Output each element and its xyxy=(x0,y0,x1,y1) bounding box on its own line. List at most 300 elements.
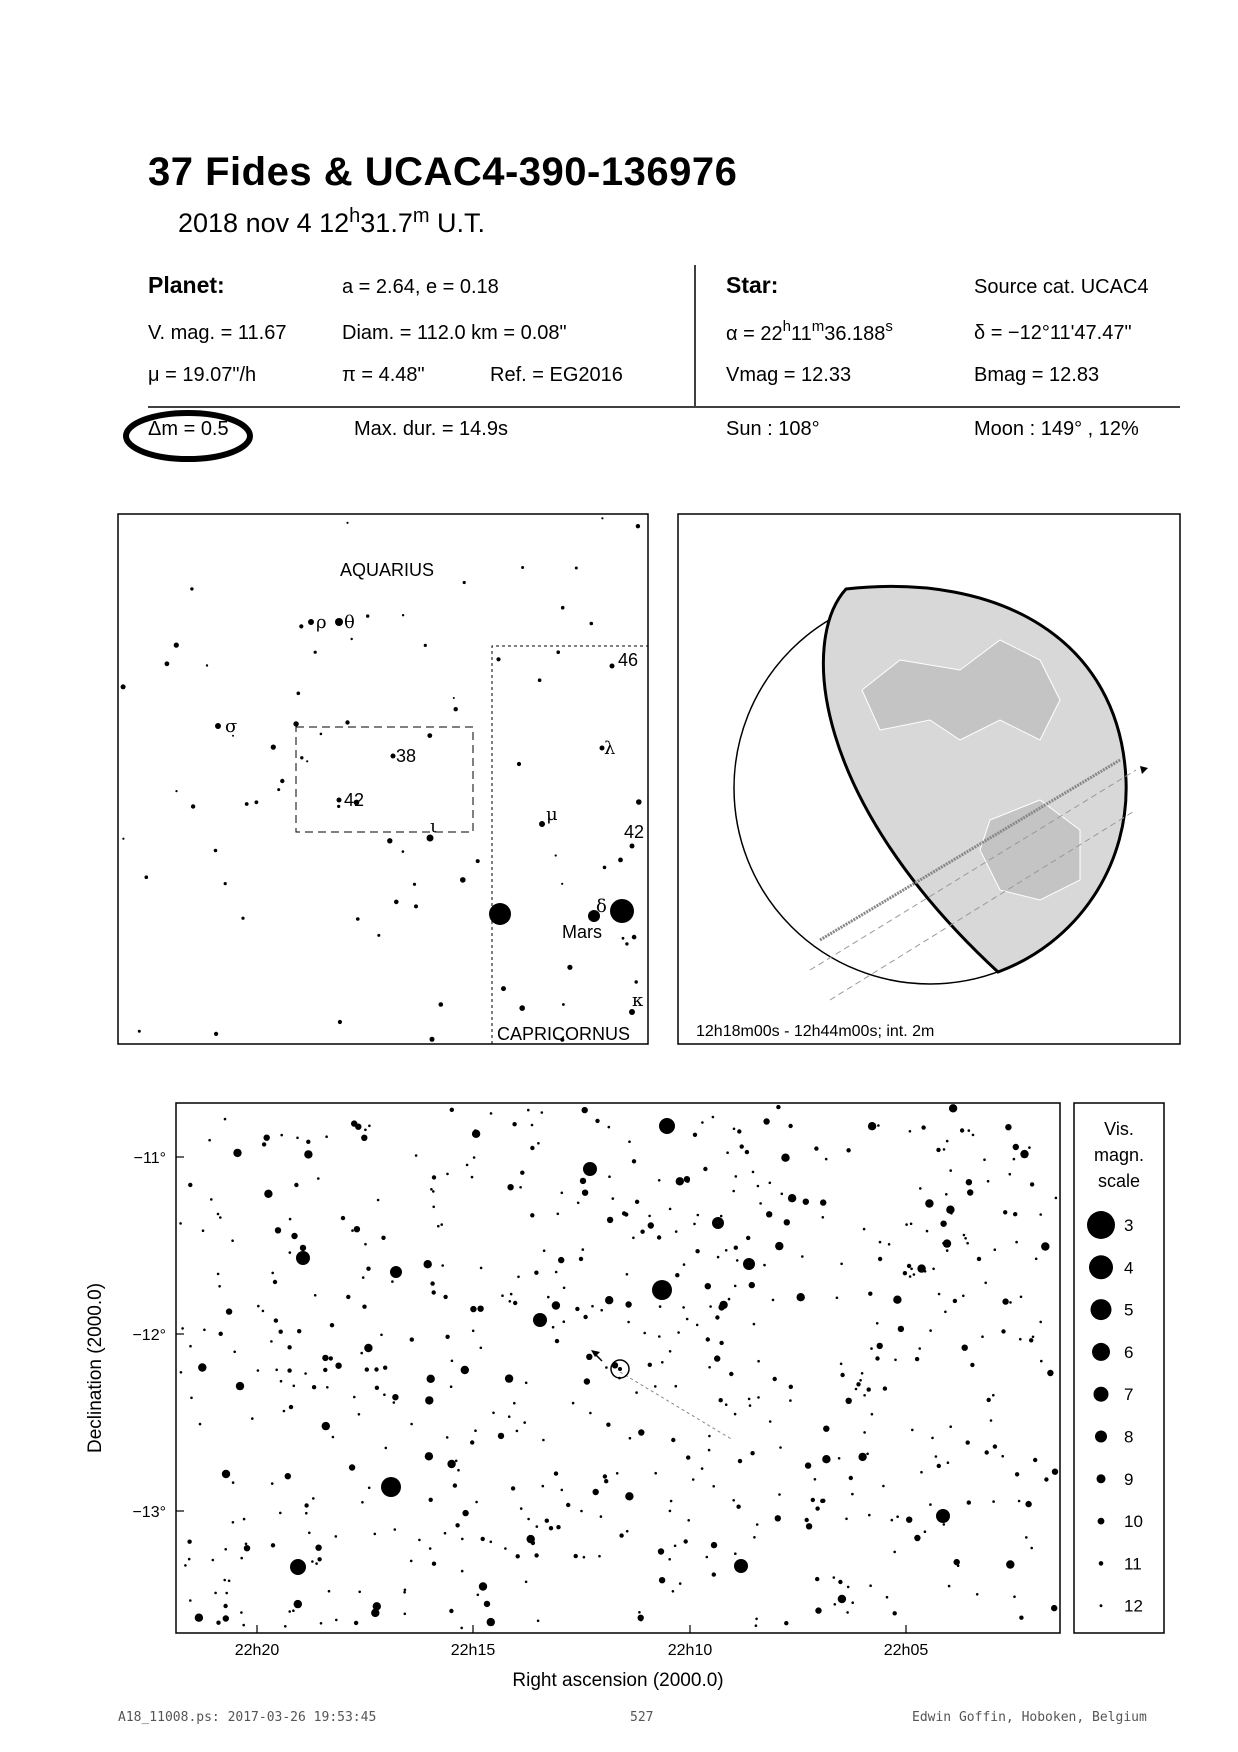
chart-star xyxy=(695,1249,699,1253)
chart-star xyxy=(236,1382,244,1390)
finder-star xyxy=(255,800,259,804)
chart-star xyxy=(946,1206,954,1214)
dec-tick-label: −11° xyxy=(133,1150,166,1167)
chart-star xyxy=(963,1234,966,1237)
chart-star xyxy=(210,1198,213,1201)
chart-star xyxy=(374,1533,377,1536)
chart-star xyxy=(811,1498,815,1502)
chart-star xyxy=(285,1473,291,1479)
chart-star xyxy=(470,1440,474,1444)
chart-star xyxy=(605,1366,608,1369)
chart-star xyxy=(726,1151,729,1154)
chart-star xyxy=(329,1356,333,1360)
chart-star xyxy=(473,1156,476,1159)
finder-star xyxy=(314,651,317,654)
chart-star xyxy=(432,1190,435,1193)
finder-star xyxy=(175,790,177,792)
chart-star xyxy=(449,1609,453,1613)
chart-star xyxy=(530,1146,534,1150)
chart-star xyxy=(948,1585,951,1588)
chart-star xyxy=(675,1273,679,1277)
chart-star xyxy=(949,1104,957,1112)
chart-star xyxy=(222,1470,230,1478)
finder-chart-frame xyxy=(118,514,648,1044)
chart-star xyxy=(383,1393,386,1396)
chart-star xyxy=(931,1437,934,1440)
chart-star xyxy=(789,1399,792,1402)
chart-star xyxy=(846,1398,852,1404)
finder-star-label: 46 xyxy=(618,650,639,670)
chart-star xyxy=(353,1396,356,1399)
chart-star xyxy=(879,1241,882,1244)
magnitude-scale-value: 12 xyxy=(1124,1596,1143,1616)
chart-star xyxy=(371,1609,379,1617)
chart-star xyxy=(628,1140,631,1143)
chart-star xyxy=(748,1398,751,1401)
chart-star xyxy=(619,1533,623,1537)
chart-star xyxy=(972,1134,975,1137)
chart-star xyxy=(715,1315,719,1319)
globe-panel xyxy=(678,514,1180,1044)
magnitude-scale xyxy=(1074,1103,1164,1633)
chart-star xyxy=(671,1438,675,1442)
chart-star xyxy=(1013,1595,1016,1598)
chart-star xyxy=(358,1591,361,1594)
bright-chart-star xyxy=(533,1313,547,1327)
chart-star xyxy=(977,1257,981,1261)
finder-star xyxy=(121,684,126,689)
chart-star xyxy=(669,1350,672,1353)
chart-star xyxy=(893,1611,897,1615)
chart-star xyxy=(693,1133,697,1137)
chart-star xyxy=(905,1223,908,1226)
chart-star xyxy=(938,1293,941,1296)
chart-star xyxy=(543,1249,546,1252)
chart-star xyxy=(475,1501,478,1504)
chart-star xyxy=(687,1519,690,1522)
chart-star xyxy=(925,1199,933,1207)
chart-star xyxy=(361,1135,367,1141)
chart-star xyxy=(604,1479,608,1483)
finder-star-label: 38 xyxy=(396,746,417,766)
chart-star xyxy=(913,1273,916,1276)
finder-star xyxy=(356,917,360,921)
footer-file-info: A18_11008.ps: 2017-03-26 19:53:45 xyxy=(118,1710,377,1725)
chart-star xyxy=(410,1423,413,1426)
chart-star xyxy=(992,1500,995,1503)
chart-star xyxy=(208,1139,211,1142)
planet-heading: Planet: xyxy=(148,272,225,298)
finder-star xyxy=(297,692,301,696)
chart-star xyxy=(943,1523,946,1526)
chart-star xyxy=(1032,1336,1035,1339)
magnitude-scale-dot xyxy=(1095,1431,1107,1443)
chart-star xyxy=(275,1369,278,1372)
chart-star xyxy=(225,1592,228,1595)
chart-star xyxy=(335,1619,338,1622)
chart-star xyxy=(625,1492,633,1500)
chart-star xyxy=(219,1216,222,1219)
chart-star xyxy=(712,1572,716,1576)
finder-star xyxy=(306,760,308,762)
chart-star xyxy=(189,1599,192,1602)
bright-chart-star xyxy=(937,1510,949,1522)
finder-star-label: κ xyxy=(632,990,644,1011)
chart-star xyxy=(708,1435,711,1438)
chart-star xyxy=(607,1217,613,1223)
chart-star xyxy=(870,1347,873,1350)
chart-star xyxy=(676,1177,684,1185)
chart-star xyxy=(516,1430,519,1433)
finder-star xyxy=(293,721,298,726)
finder-star xyxy=(299,624,303,628)
chart-star xyxy=(364,1344,372,1352)
finder-star-label: 42 xyxy=(344,790,365,810)
star-vmag: Vmag = 12.33 xyxy=(726,364,852,386)
magnitude-scale-title-line: scale xyxy=(1097,1171,1141,1191)
chart-star xyxy=(868,1122,876,1130)
chart-star xyxy=(914,1535,920,1541)
finder-bright-star xyxy=(610,899,634,923)
chart-star xyxy=(736,1505,740,1509)
chart-star xyxy=(985,1450,989,1454)
chart-star xyxy=(640,1230,644,1234)
chart-star xyxy=(466,1164,469,1167)
star-chart-frame xyxy=(176,1103,1060,1633)
chart-star xyxy=(732,1190,735,1193)
chart-star xyxy=(659,1305,662,1308)
chart-star xyxy=(271,1543,275,1547)
chart-star xyxy=(525,1581,528,1584)
finder-star xyxy=(590,622,594,626)
chart-star xyxy=(788,1194,796,1202)
finder-star xyxy=(567,965,572,970)
chart-star xyxy=(366,1267,370,1271)
chart-star xyxy=(932,1268,935,1271)
chart-star xyxy=(349,1464,355,1470)
chart-star xyxy=(1039,1213,1042,1216)
chart-star xyxy=(708,1449,711,1452)
chart-star xyxy=(505,1374,513,1382)
chart-star xyxy=(537,1142,540,1145)
chart-star xyxy=(825,1158,828,1161)
x-axis-label: Right ascension (2000.0) xyxy=(512,1670,724,1691)
chart-star xyxy=(753,1323,756,1326)
chart-star xyxy=(769,1182,772,1185)
chart-star xyxy=(720,1215,723,1218)
chart-star xyxy=(184,1564,187,1567)
finder-star xyxy=(632,935,637,940)
chart-star xyxy=(851,1601,854,1604)
footer-page-number: 527 xyxy=(630,1710,654,1725)
chart-star xyxy=(187,1540,191,1544)
chart-star xyxy=(480,1267,483,1270)
chart-star xyxy=(833,1576,836,1579)
chart-star xyxy=(561,1489,564,1492)
chart-star xyxy=(734,1246,738,1250)
chart-star xyxy=(472,1130,480,1138)
y-axis-label: Declination (2000.0) xyxy=(85,1282,106,1454)
chart-star xyxy=(692,1478,695,1481)
chart-star xyxy=(429,1547,432,1550)
chart-star xyxy=(457,1469,460,1472)
chart-star xyxy=(749,1282,755,1288)
chart-star xyxy=(1009,1173,1012,1176)
chart-star xyxy=(460,1627,463,1630)
chart-star xyxy=(233,1351,236,1354)
finder-star xyxy=(556,650,560,654)
chart-star xyxy=(179,1222,182,1225)
chart-star xyxy=(517,1276,520,1279)
chart-star xyxy=(322,1422,330,1430)
chart-star xyxy=(552,1326,555,1329)
named-finder-star xyxy=(391,754,396,759)
chart-star xyxy=(635,1200,639,1204)
chart-star xyxy=(944,1311,947,1314)
target-star-dot xyxy=(618,1367,622,1371)
chart-star xyxy=(556,1525,560,1529)
chart-star xyxy=(257,1305,260,1308)
star-chart xyxy=(85,1103,1060,1691)
finder-star xyxy=(603,866,607,870)
chart-star xyxy=(328,1590,331,1593)
chart-star xyxy=(1041,1242,1049,1250)
chart-star xyxy=(648,1222,654,1228)
chart-star xyxy=(547,1296,550,1299)
chart-star xyxy=(351,1229,354,1232)
chart-star xyxy=(1020,1296,1023,1299)
chart-star xyxy=(294,1600,302,1608)
chart-star xyxy=(871,1413,874,1416)
finder-star xyxy=(601,517,603,519)
chart-star xyxy=(954,1559,960,1565)
chart-star xyxy=(554,1471,558,1475)
magnitude-scale-dot xyxy=(1094,1387,1109,1402)
chart-star xyxy=(226,1308,232,1314)
chart-star xyxy=(779,1446,782,1449)
named-finder-star xyxy=(337,798,342,803)
chart-star xyxy=(563,1320,566,1323)
chart-star xyxy=(271,1272,274,1275)
finder-star xyxy=(351,638,353,640)
finder-star xyxy=(413,883,416,886)
chart-star xyxy=(869,1584,872,1587)
chart-star xyxy=(712,1485,715,1488)
chart-star xyxy=(1013,1158,1016,1161)
chart-star xyxy=(368,1487,371,1490)
chart-star xyxy=(202,1229,205,1232)
finder-star xyxy=(618,858,623,863)
magnitude-scale-value: 10 xyxy=(1124,1512,1143,1532)
finder-star xyxy=(345,720,349,724)
chart-star xyxy=(1025,1501,1031,1507)
bright-chart-star xyxy=(296,1251,310,1265)
finder-star xyxy=(454,707,458,711)
chart-star xyxy=(648,1363,652,1367)
finder-star xyxy=(636,799,642,805)
chart-star xyxy=(909,1275,912,1278)
chart-star xyxy=(451,1360,454,1363)
chart-star xyxy=(511,1486,515,1490)
chart-star xyxy=(815,1607,821,1613)
chart-star xyxy=(686,1318,689,1321)
finder-star xyxy=(561,606,565,610)
chart-star xyxy=(910,1223,913,1226)
chart-star xyxy=(361,1501,364,1504)
chart-star xyxy=(432,1290,436,1294)
chart-star xyxy=(593,1489,599,1495)
magnitude-scale-value: 9 xyxy=(1124,1469,1134,1489)
finder-star xyxy=(460,877,466,883)
chart-star xyxy=(274,1318,278,1322)
chart-star xyxy=(477,1594,480,1597)
chart-star xyxy=(385,1447,388,1450)
chart-star xyxy=(558,1257,564,1263)
chart-star xyxy=(323,1368,327,1372)
chart-star xyxy=(940,1221,946,1227)
chart-star xyxy=(732,1499,735,1502)
chart-star xyxy=(218,1285,221,1288)
chart-star xyxy=(362,1305,366,1309)
finder-star xyxy=(224,882,227,885)
chart-star xyxy=(781,1154,789,1162)
chart-star xyxy=(915,1357,919,1361)
finder-star xyxy=(214,1032,218,1036)
finder-star xyxy=(517,762,521,766)
finder-star xyxy=(174,643,179,648)
chart-star xyxy=(430,1188,433,1191)
chart-star xyxy=(304,1372,307,1375)
chart-star xyxy=(1020,1150,1028,1158)
chart-star xyxy=(231,1239,234,1242)
chart-star xyxy=(306,1140,310,1144)
chart-star xyxy=(920,1471,923,1474)
chart-star xyxy=(763,1264,766,1267)
chart-star xyxy=(481,1537,485,1541)
chart-star xyxy=(455,1460,458,1463)
chart-star xyxy=(840,1373,844,1377)
chart-star xyxy=(341,1216,345,1220)
chart-star xyxy=(672,1590,675,1593)
chart-star xyxy=(507,1184,513,1190)
finder-star xyxy=(463,581,466,584)
chart-star xyxy=(946,1249,949,1252)
chart-star xyxy=(838,1580,842,1584)
chart-star xyxy=(752,1171,755,1174)
chart-star xyxy=(1002,1298,1008,1304)
chart-star xyxy=(626,1530,629,1533)
chart-star xyxy=(232,1521,235,1524)
finder-star xyxy=(337,805,340,808)
chart-star xyxy=(320,1622,323,1625)
chart-star xyxy=(823,1426,829,1432)
chart-star xyxy=(697,1214,700,1217)
bright-chart-star xyxy=(381,1477,401,1497)
chart-star xyxy=(1025,1536,1028,1539)
chart-star xyxy=(921,1125,925,1129)
sun-elongation: Sun : 108° xyxy=(726,418,820,440)
chart-star xyxy=(640,1619,643,1622)
moon-info: Moon : 149° , 12% xyxy=(974,418,1139,440)
planet-motion: μ = 19.07"/h xyxy=(148,364,257,386)
chart-star xyxy=(877,1343,883,1349)
finder-bright-star xyxy=(489,903,511,925)
chart-star xyxy=(292,1609,295,1612)
chart-star xyxy=(549,1526,553,1530)
chart-star xyxy=(542,1485,545,1488)
chart-star xyxy=(696,1324,699,1327)
named-finder-star xyxy=(610,664,615,669)
magnitude-scale-title-line: magn. xyxy=(1093,1145,1145,1165)
finder-star-label: μ xyxy=(546,804,558,825)
chart-star xyxy=(608,1126,611,1129)
finder-star xyxy=(561,883,563,885)
chart-star xyxy=(766,1211,772,1217)
finder-star xyxy=(138,1030,141,1033)
chart-star xyxy=(425,1452,433,1460)
chart-star xyxy=(224,1548,227,1551)
chart-star xyxy=(429,1498,433,1502)
chart-star xyxy=(605,1296,613,1304)
chart-star xyxy=(1015,1241,1018,1244)
finder-chart xyxy=(118,514,648,1044)
chart-star xyxy=(280,1380,283,1383)
chart-star xyxy=(530,1213,534,1217)
chart-star xyxy=(354,1621,358,1625)
chart-star xyxy=(325,1135,328,1138)
chart-star xyxy=(198,1363,206,1371)
finder-star xyxy=(427,733,432,738)
chart-star xyxy=(1013,1144,1019,1150)
chart-star xyxy=(669,1208,672,1211)
chart-star xyxy=(686,1455,690,1459)
chart-star xyxy=(966,1440,970,1444)
chart-star xyxy=(966,1242,969,1245)
chart-star xyxy=(322,1355,328,1361)
bright-chart-star xyxy=(290,1559,306,1575)
chart-star xyxy=(472,1330,475,1333)
chart-star xyxy=(360,1352,363,1355)
chart-star xyxy=(1019,1338,1022,1341)
chart-star xyxy=(903,1271,907,1275)
finder-star xyxy=(145,875,149,879)
chart-star xyxy=(769,1420,772,1423)
chart-star xyxy=(404,1589,407,1592)
finder-star xyxy=(424,644,427,647)
finder-star xyxy=(402,850,405,853)
chart-star xyxy=(335,1535,338,1538)
chart-star xyxy=(262,1310,265,1313)
chart-star xyxy=(638,1429,644,1435)
planet-parallax: π = 4.48" xyxy=(342,364,425,386)
chart-star xyxy=(693,1223,696,1226)
chart-star xyxy=(240,1557,243,1560)
chart-star xyxy=(718,1304,724,1310)
chart-star xyxy=(703,1167,707,1171)
finder-star xyxy=(366,614,369,617)
finder-star xyxy=(555,854,557,856)
chart-star xyxy=(684,1176,690,1182)
chart-star xyxy=(949,1425,952,1428)
bright-chart-star xyxy=(652,1280,672,1300)
chart-star xyxy=(840,1263,843,1266)
chart-star xyxy=(917,1264,925,1272)
chart-star xyxy=(317,1177,320,1180)
bright-chart-star xyxy=(712,1217,724,1229)
page-title: 37 Fides & UCAC4-390-136976 xyxy=(148,150,738,194)
chart-star xyxy=(315,1562,318,1565)
chart-star xyxy=(223,1579,226,1582)
